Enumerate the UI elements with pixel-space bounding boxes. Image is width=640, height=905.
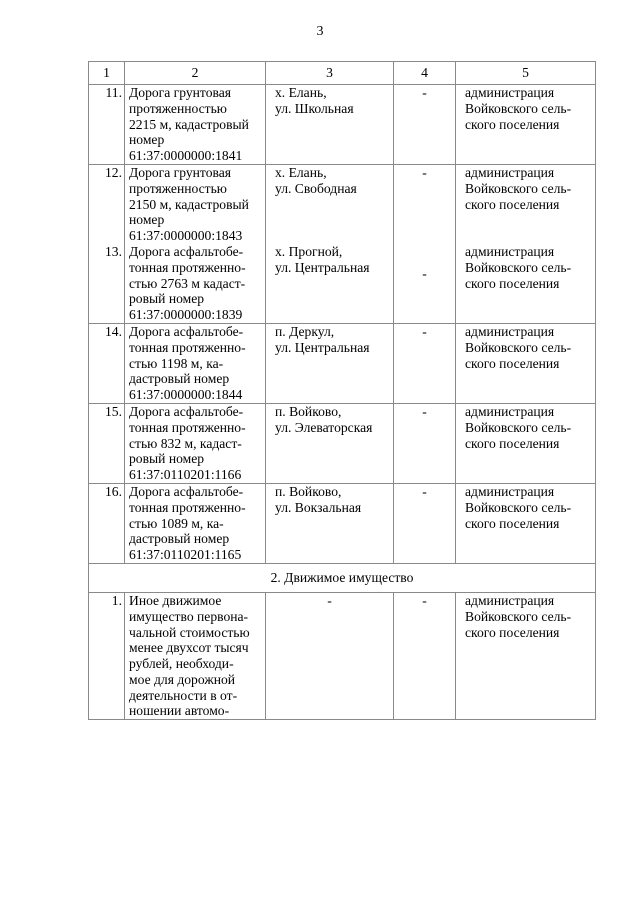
- description-cell: [125, 244, 266, 323]
- cell-line: 61:37:0000000:1841: [129, 148, 243, 164]
- cell-line: 2150 м, кадастровый: [129, 196, 249, 212]
- address-cell: [266, 244, 394, 323]
- cell-line: ровый номер: [129, 291, 205, 307]
- cell-line: п. Деркул,: [275, 323, 335, 339]
- address-cell: [266, 403, 394, 483]
- cell-line: Войковского сель-: [465, 499, 572, 515]
- cell-line: тонная протяженно-: [129, 419, 246, 435]
- cell-line: ул. Центральная: [275, 339, 370, 355]
- cell-line: п. Войково,: [275, 483, 342, 499]
- cell-line: 61:37:0000000:1843: [129, 228, 243, 244]
- property-register-table: [88, 61, 596, 720]
- table-header-row: [89, 62, 596, 85]
- cell-line: ул. Школьная: [275, 100, 354, 116]
- description-cell: [125, 85, 266, 165]
- cell-line: х. Елань,: [275, 164, 327, 180]
- cell-line: тонная протяженно-: [129, 259, 246, 275]
- cell-line: ул. Свободная: [275, 180, 357, 196]
- cell-line: имущество первона-: [129, 608, 249, 624]
- cell-line: администрация: [465, 164, 555, 180]
- cell-line: стью 832 м, кадаст-: [129, 435, 242, 451]
- cell-line: номер: [129, 132, 165, 148]
- owner-cell: [456, 323, 596, 403]
- page-number: 3: [316, 24, 324, 39]
- table-row: [89, 164, 596, 243]
- cell-line: Дорога грунтовая: [129, 164, 232, 180]
- address-cell: [266, 164, 394, 243]
- cell-line: п. Войково,: [275, 403, 342, 419]
- cell-line: ул. Центральная: [275, 259, 370, 275]
- cell-line: ул. Элеваторская: [275, 419, 373, 435]
- cell-line: Войковского сель-: [465, 608, 572, 624]
- cell-line: протяженностью: [129, 180, 227, 196]
- description-cell: [125, 403, 266, 483]
- cell-line: 61:37:0000000:1839: [129, 307, 243, 323]
- cell-line: ул. Вокзальная: [275, 499, 362, 515]
- row-number-cell: 1.: [89, 592, 125, 719]
- cell-line: 2215 м, кадастровый: [129, 116, 249, 132]
- cell-line: администрация: [465, 592, 555, 608]
- cell-line: 61:37:0000000:1844: [129, 387, 243, 403]
- cell-line: тонная протяженно-: [129, 339, 246, 355]
- cell-line: ского поселения: [465, 624, 560, 640]
- address-cell: [266, 483, 394, 563]
- description-cell: [125, 164, 266, 243]
- row-number-cell: 12.: [89, 164, 125, 243]
- cell-line: Дорога асфальтобе-: [129, 483, 244, 499]
- description-cell: [125, 323, 266, 403]
- cell-line: ского поселения: [465, 355, 560, 371]
- row-number-cell: 14.: [89, 323, 125, 403]
- cell-line: Дорога асфальтобе-: [129, 243, 244, 259]
- table-row: [89, 592, 596, 719]
- header-cell-1: 1: [89, 62, 125, 85]
- cell-line: ского поселения: [465, 275, 560, 291]
- cell-line: дастровый номер: [129, 531, 230, 547]
- cell-line: х. Прогной,: [275, 243, 343, 259]
- table-row: [89, 244, 596, 323]
- cell-line: ровый номер: [129, 451, 205, 467]
- table-row: [89, 403, 596, 483]
- owner-cell: [456, 403, 596, 483]
- cell-line: х. Елань,: [275, 85, 327, 100]
- cell-line: Войковского сель-: [465, 339, 572, 355]
- column-4-cell: -: [394, 323, 456, 403]
- cell-line: стью 2763 м кадаст-: [129, 275, 246, 291]
- cell-line: Войковского сель-: [465, 419, 572, 435]
- cell-line: чальной стоимостью: [129, 624, 250, 640]
- cell-line: 61:37:0110201:1166: [129, 467, 242, 483]
- row-number-cell: 16.: [89, 483, 125, 563]
- owner-cell: [456, 85, 596, 165]
- owner-cell: [456, 244, 596, 323]
- cell-line: протяженностью: [129, 100, 227, 116]
- header-cell-4: 4: [394, 62, 456, 85]
- column-4-cell: -: [394, 164, 456, 243]
- cell-line: Дорога асфальтобе-: [129, 403, 244, 419]
- cell-line: менее двухсот тысяч: [129, 640, 249, 656]
- address-cell: [266, 323, 394, 403]
- section-title: 2. Движимое имущество: [89, 563, 596, 592]
- address-cell: -: [266, 592, 394, 719]
- cell-line: стью 1089 м, ка-: [129, 515, 224, 531]
- table-row: [89, 483, 596, 563]
- cell-line: ского поселения: [465, 116, 560, 132]
- cell-line: дастровый номер: [129, 371, 230, 387]
- row-number-cell: 13.: [89, 244, 125, 323]
- cell-line: Войковского сель-: [465, 259, 572, 275]
- row-number-cell: 15.: [89, 403, 125, 483]
- cell-line: Войковского сель-: [465, 100, 572, 116]
- cell-line: стью 1198 м, ка-: [129, 355, 224, 371]
- cell-line: Дорога грунтовая: [129, 85, 232, 100]
- cell-line: ского поселения: [465, 435, 560, 451]
- column-4-cell: -: [394, 592, 456, 719]
- cell-line: деятельности в от-: [129, 687, 238, 703]
- cell-line: ского поселения: [465, 515, 560, 531]
- table-row: [89, 85, 596, 165]
- cell-line: мое для дорожной: [129, 671, 236, 687]
- cell-line: администрация: [465, 483, 555, 499]
- column-4-cell: -: [394, 483, 456, 563]
- column-4-cell: -: [394, 85, 456, 165]
- cell-line: Дорога асфальтобе-: [129, 323, 244, 339]
- cell-line: администрация: [465, 323, 555, 339]
- cell-line: администрация: [465, 403, 555, 419]
- address-cell: [266, 85, 394, 165]
- section-row: [89, 563, 596, 592]
- cell-line: Иное движимое: [129, 592, 222, 608]
- header-cell-2: 2: [125, 62, 266, 85]
- cell-line: ского поселения: [465, 196, 560, 212]
- cell-line: номер: [129, 212, 165, 228]
- header-cell-5: 5: [456, 62, 596, 85]
- cell-line: администрация: [465, 85, 555, 100]
- owner-cell: [456, 592, 596, 719]
- cell-line: 61:37:0110201:1165: [129, 547, 242, 563]
- column-4-cell: -: [394, 244, 456, 323]
- cell-line: ношении автомо-: [129, 703, 230, 719]
- column-4-cell: -: [394, 403, 456, 483]
- row-number-cell: 11.: [89, 85, 125, 165]
- owner-cell: [456, 164, 596, 243]
- description-cell: [125, 592, 266, 719]
- description-cell: [125, 483, 266, 563]
- table-row: [89, 323, 596, 403]
- cell-line: тонная протяженно-: [129, 499, 246, 515]
- cell-line: Войковского сель-: [465, 180, 572, 196]
- cell-line: администрация: [465, 243, 555, 259]
- cell-line: рублей, необходи-: [129, 656, 234, 672]
- header-cell-3: 3: [266, 62, 394, 85]
- owner-cell: [456, 483, 596, 563]
